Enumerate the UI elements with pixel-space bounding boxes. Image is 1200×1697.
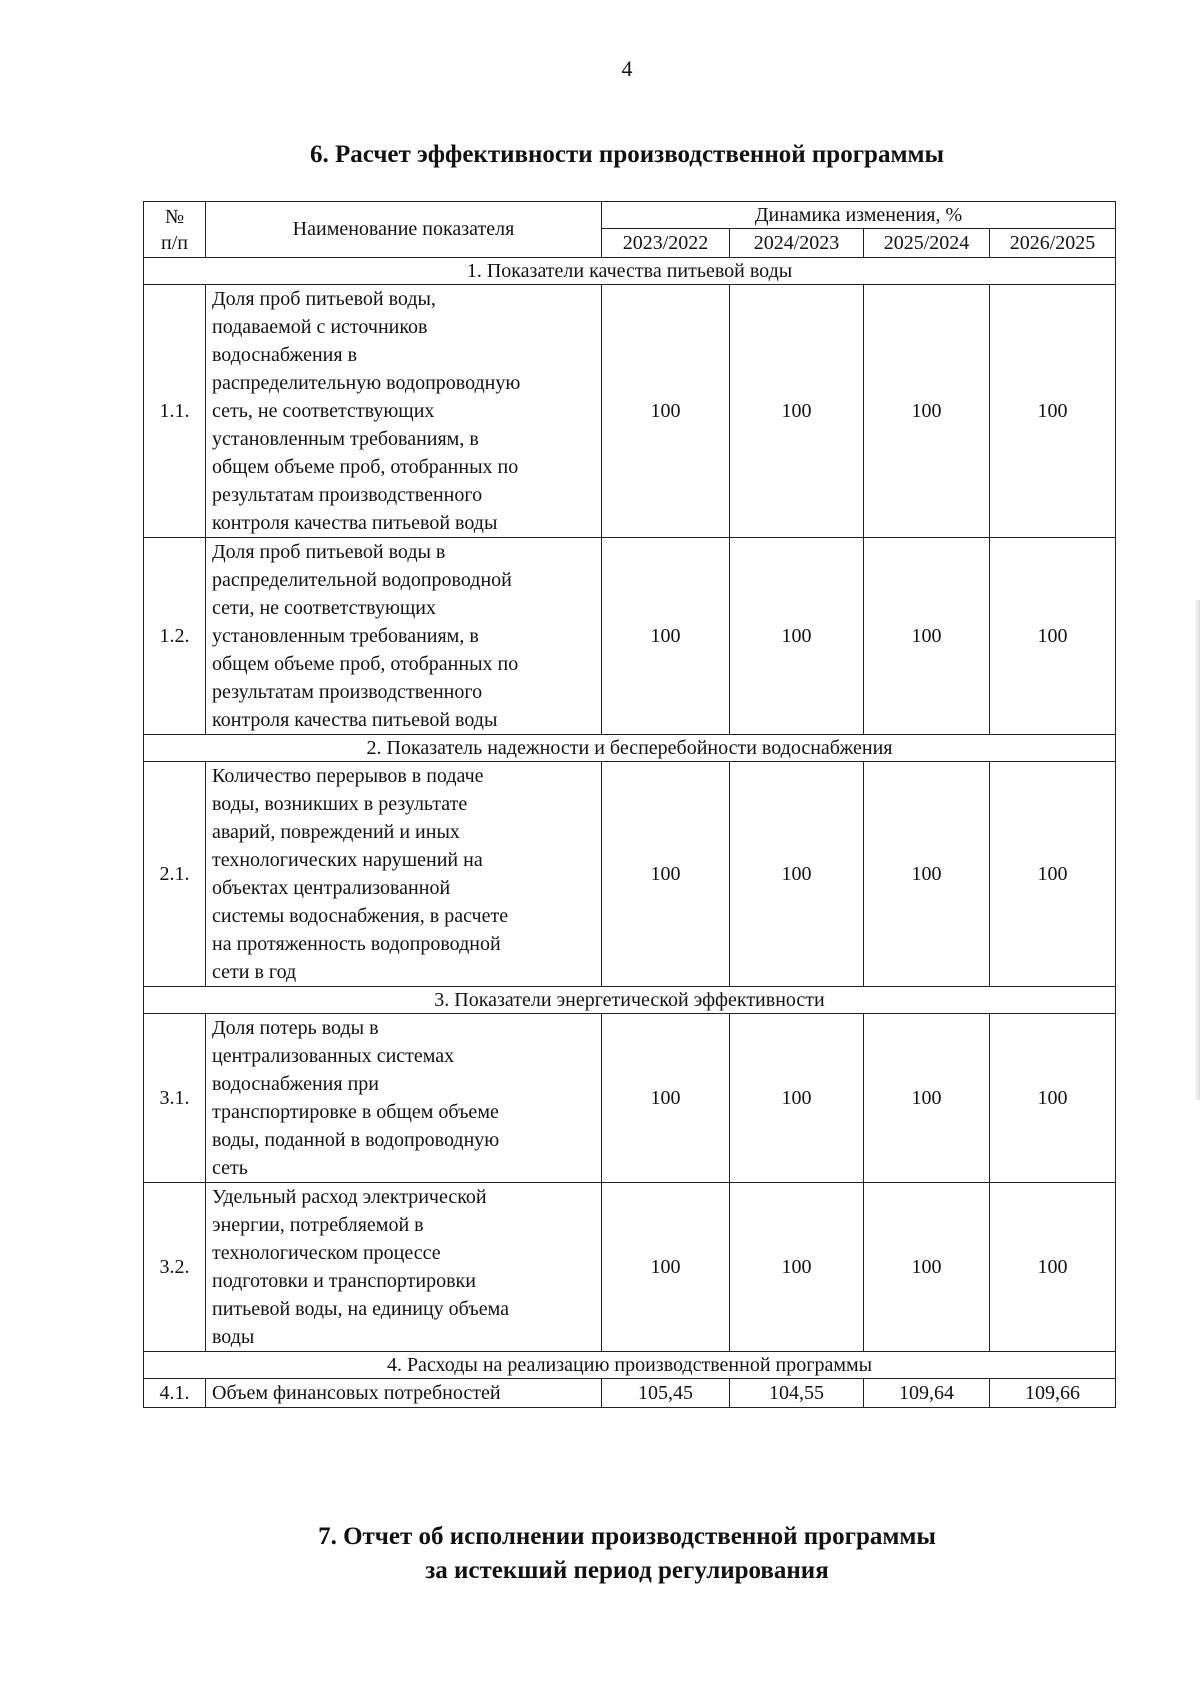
dynamics-value: 100 <box>990 1014 1116 1183</box>
indicator-name-line: воды, возникших в результате <box>212 793 468 815</box>
section-6-title: 6. Расчет эффективности производственной программы <box>309 141 945 168</box>
group-title: 2. Показатель надежности и бесперебойности водоснабжения <box>144 735 1116 762</box>
indicator-name-line: системы водоснабжения, в расчете <box>212 905 509 927</box>
dynamics-value: 100 <box>990 285 1116 538</box>
row-number: 3.2. <box>144 1183 206 1352</box>
dynamics-value: 100 <box>864 285 990 538</box>
group-row <box>144 987 1116 1014</box>
dynamics-value: 100 <box>602 1183 730 1352</box>
indicator-name-line: Количество перерывов в подаче <box>212 765 484 787</box>
indicator-name-line: на протяженность водопроводной <box>212 933 501 955</box>
indicator-name-line: Доля потерь воды в <box>212 1017 379 1039</box>
indicator-name-line: подготовки и транспортировки <box>212 1270 476 1292</box>
row-number: 1.2. <box>144 538 206 735</box>
indicator-name-line: Удельный расход электрической <box>212 1186 487 1208</box>
efficiency-table <box>143 201 1116 1408</box>
section-7-title <box>0 1520 1200 1588</box>
dynamics-value: 100 <box>864 1183 990 1352</box>
indicator-name-line: Доля проб питьевой воды, <box>212 288 436 310</box>
header-year: 2024/2023 <box>730 229 864 258</box>
group-row <box>144 1352 1116 1379</box>
dynamics-value: 100 <box>602 538 730 735</box>
dynamics-value: 100 <box>990 538 1116 735</box>
header-dynamics: Динамика изменения, % <box>602 202 1116 229</box>
dynamics-value: 100 <box>730 538 864 735</box>
indicator-name-line: сети, не соответствующих <box>212 597 436 619</box>
indicator-name-line: контроля качества питьевой воды <box>212 512 498 534</box>
table-row <box>144 538 1116 735</box>
indicator-name-line: результатам производственного <box>212 681 483 703</box>
page-number: 4 <box>621 56 633 81</box>
section-7-title-line2: за истекший период регулирования <box>425 1557 829 1584</box>
section-7-title-line1: 7. Отчет об исполнении производственной программы <box>318 1523 936 1550</box>
indicator-name-line: питьевой воды, на единицу объема <box>212 1298 509 1320</box>
indicator-name-line: технологическом процессе <box>212 1242 441 1264</box>
indicator-name-line: Объем финансовых потребностей <box>212 1382 501 1404</box>
indicator-name-line: распределительную водопроводную <box>212 372 521 394</box>
indicator-name-line: воды <box>212 1326 255 1348</box>
row-number: 3.1. <box>144 1014 206 1183</box>
group-title: 1. Показатели качества питьевой воды <box>144 258 1116 285</box>
dynamics-value: 104,55 <box>730 1379 864 1408</box>
dynamics-value: 100 <box>730 285 864 538</box>
indicator-name-line: распределительной водопроводной <box>212 569 512 591</box>
indicator-name <box>206 1183 602 1352</box>
indicator-name-line: водоснабжения в <box>212 344 358 366</box>
indicator-name-line: сети в год <box>212 961 297 983</box>
dynamics-value: 100 <box>864 1014 990 1183</box>
row-number: 4.1. <box>144 1379 206 1408</box>
indicator-name-line: общем объеме проб, отобранных по <box>212 653 519 675</box>
indicator-name-line: энергии, потребляемой в <box>212 1214 424 1236</box>
row-number: 1.1. <box>144 285 206 538</box>
table-row <box>144 1183 1116 1352</box>
indicator-name-line: технологических нарушений на <box>212 849 483 871</box>
indicator-name <box>206 1014 602 1183</box>
header-year: 2025/2024 <box>864 229 990 258</box>
indicator-name-line: аварий, повреждений и иных <box>212 821 460 843</box>
table-row <box>144 285 1116 538</box>
indicator-name-line: Доля проб питьевой воды в <box>212 541 446 563</box>
dynamics-value: 100 <box>864 538 990 735</box>
dynamics-value: 109,66 <box>990 1379 1116 1408</box>
indicator-name-line: воды, поданной в водопроводную <box>212 1129 500 1151</box>
dynamics-value: 100 <box>990 1183 1116 1352</box>
dynamics-value: 100 <box>602 1014 730 1183</box>
indicator-name-line: установленным требованиям, в <box>212 625 479 647</box>
dynamics-value: 109,64 <box>864 1379 990 1408</box>
indicator-name <box>206 285 602 538</box>
group-title: 4. Расходы на реализацию производственной программы <box>144 1352 1116 1379</box>
indicator-name-line: результатам производственного <box>212 484 483 506</box>
group-row <box>144 735 1116 762</box>
dynamics-value: 100 <box>730 1014 864 1183</box>
table-row <box>144 762 1116 987</box>
group-title: 3. Показатели энергетической эффективности <box>144 987 1116 1014</box>
indicator-name-line: объектах централизованной <box>212 877 451 899</box>
header-name: Наименование показателя <box>206 202 602 258</box>
dynamics-value: 105,45 <box>602 1379 730 1408</box>
indicator-name-line: подаваемой с источников <box>212 316 428 338</box>
indicator-name-line: сеть <box>212 1157 248 1179</box>
indicator-name-line: водоснабжения при <box>212 1073 379 1095</box>
scan-edge-shadow <box>1194 600 1200 1100</box>
dynamics-value: 100 <box>602 762 730 987</box>
indicator-name-line: установленным требованиям, в <box>212 428 479 450</box>
indicator-name <box>206 1379 602 1408</box>
dynamics-value: 100 <box>990 762 1116 987</box>
header-num: № п/п <box>144 202 206 258</box>
dynamics-value: 100 <box>864 762 990 987</box>
table-row <box>144 1379 1116 1408</box>
row-number: 2.1. <box>144 762 206 987</box>
indicator-name-line: контроля качества питьевой воды <box>212 709 498 731</box>
indicator-name-line: транспортировке в общем объеме <box>212 1101 499 1123</box>
indicator-name-line: централизованных системах <box>212 1045 455 1067</box>
group-row <box>144 258 1116 285</box>
header-year: 2026/2025 <box>990 229 1116 258</box>
dynamics-value: 100 <box>730 1183 864 1352</box>
indicator-name-line: сеть, не соответствующих <box>212 400 435 422</box>
indicator-name <box>206 762 602 987</box>
indicator-name-line: общем объеме проб, отобранных по <box>212 456 519 478</box>
dynamics-value: 100 <box>602 285 730 538</box>
header-year: 2023/2022 <box>602 229 730 258</box>
dynamics-value: 100 <box>730 762 864 987</box>
table-row <box>144 1014 1116 1183</box>
indicator-name <box>206 538 602 735</box>
